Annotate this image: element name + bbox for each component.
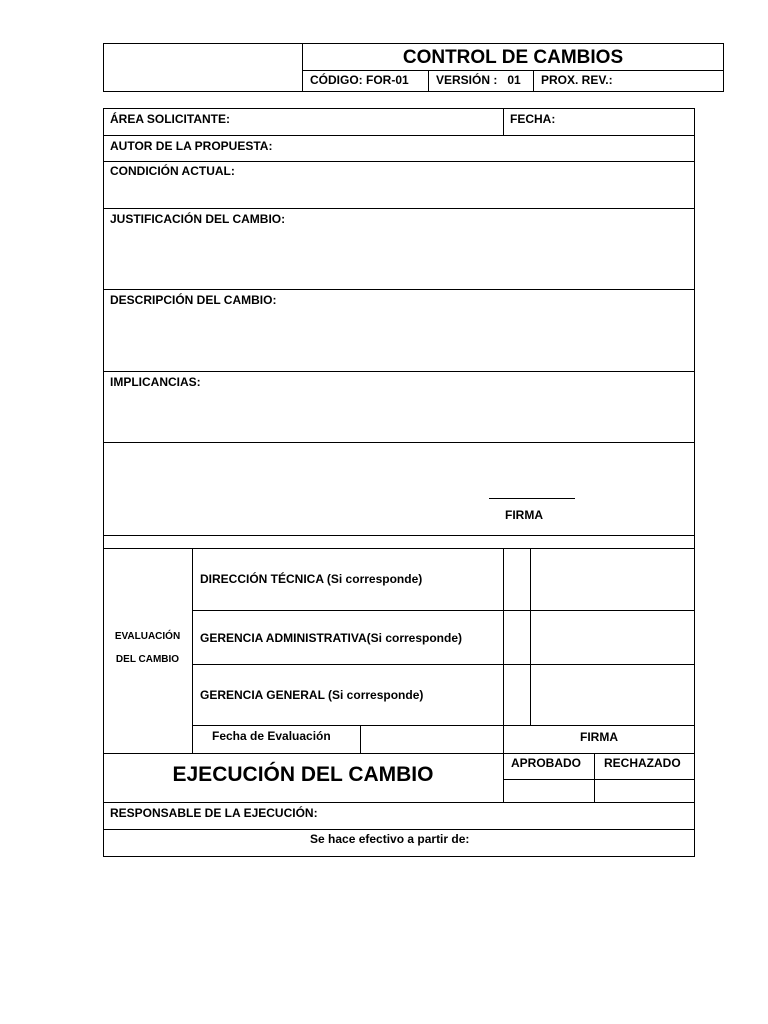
eval-check-divider-2	[530, 548, 531, 725]
form-title: CONTROL DE CAMBIOS	[402, 47, 624, 68]
row-line	[103, 371, 695, 372]
eval-firma-label: FIRMA	[580, 730, 618, 744]
eval-label-divider	[192, 548, 193, 753]
form-code: CÓDIGO: FOR-01	[310, 73, 409, 87]
eval-item-gerencia-general: GERENCIA GENERAL (Si corresponde)	[200, 688, 424, 702]
aprobado-rechazado-divider	[594, 753, 595, 802]
row-line	[103, 535, 695, 536]
eval-item-direccion-tecnica: DIRECCIÓN TÉCNICA (Si corresponde)	[200, 572, 423, 586]
area-solicitante-label: ÁREA SOLICITANTE:	[110, 112, 230, 126]
implicancias-label: IMPLICANCIAS:	[110, 375, 201, 389]
eval-item-gerencia-administrativa: GERENCIA ADMINISTRATIVA(Si corresponde)	[200, 631, 463, 645]
evaluacion-label-line2: DEL CAMBIO	[115, 654, 180, 665]
fecha-evaluacion-label: Fecha de Evaluación	[212, 729, 331, 743]
fecha-divider	[503, 108, 504, 135]
justificacion-label: JUSTIFICACIÓN DEL CAMBIO:	[110, 212, 286, 226]
ejecucion-divider	[503, 753, 504, 802]
header-divider-1	[428, 70, 429, 92]
fecha-eval-divider	[360, 725, 361, 753]
row-line	[103, 802, 695, 803]
responsable-label: RESPONSABLE DE LA EJECUCIÓN:	[110, 806, 318, 820]
condicion-actual-label: CONDICIÓN ACTUAL:	[110, 164, 235, 178]
header-mid-line	[302, 70, 724, 71]
form-version: VERSIÓN : 01	[436, 73, 521, 87]
firma-label: FIRMA	[505, 508, 543, 522]
row-line	[103, 161, 695, 162]
row-line	[103, 753, 695, 754]
autor-label: AUTOR DE LA PROPUESTA:	[110, 139, 273, 153]
form-next-review: PROX. REV.:	[541, 73, 613, 87]
fecha-label: FECHA:	[510, 112, 556, 126]
ejecucion-title: EJECUCIÓN DEL CAMBIO	[172, 763, 434, 786]
descripcion-label: DESCRIPCIÓN DEL CAMBIO:	[110, 293, 277, 307]
header-divider-2	[533, 70, 534, 92]
row-line	[103, 442, 695, 443]
aprobado-row-line	[503, 779, 695, 780]
row-line	[103, 289, 695, 290]
aprobado-label: APROBADO	[511, 756, 582, 770]
rechazado-label: RECHAZADO	[604, 756, 681, 770]
efectivo-label: Se hace efectivo a partir de:	[310, 832, 470, 846]
row-line	[103, 208, 695, 209]
eval-row-line	[192, 725, 695, 726]
row-line	[103, 135, 695, 136]
signature-line	[489, 498, 575, 499]
eval-row-line	[192, 610, 695, 611]
row-line	[103, 829, 695, 830]
evaluacion-label-line1: EVALUACIÓN	[114, 631, 181, 642]
eval-row-line	[192, 664, 695, 665]
eval-check-divider-1	[503, 548, 504, 725]
